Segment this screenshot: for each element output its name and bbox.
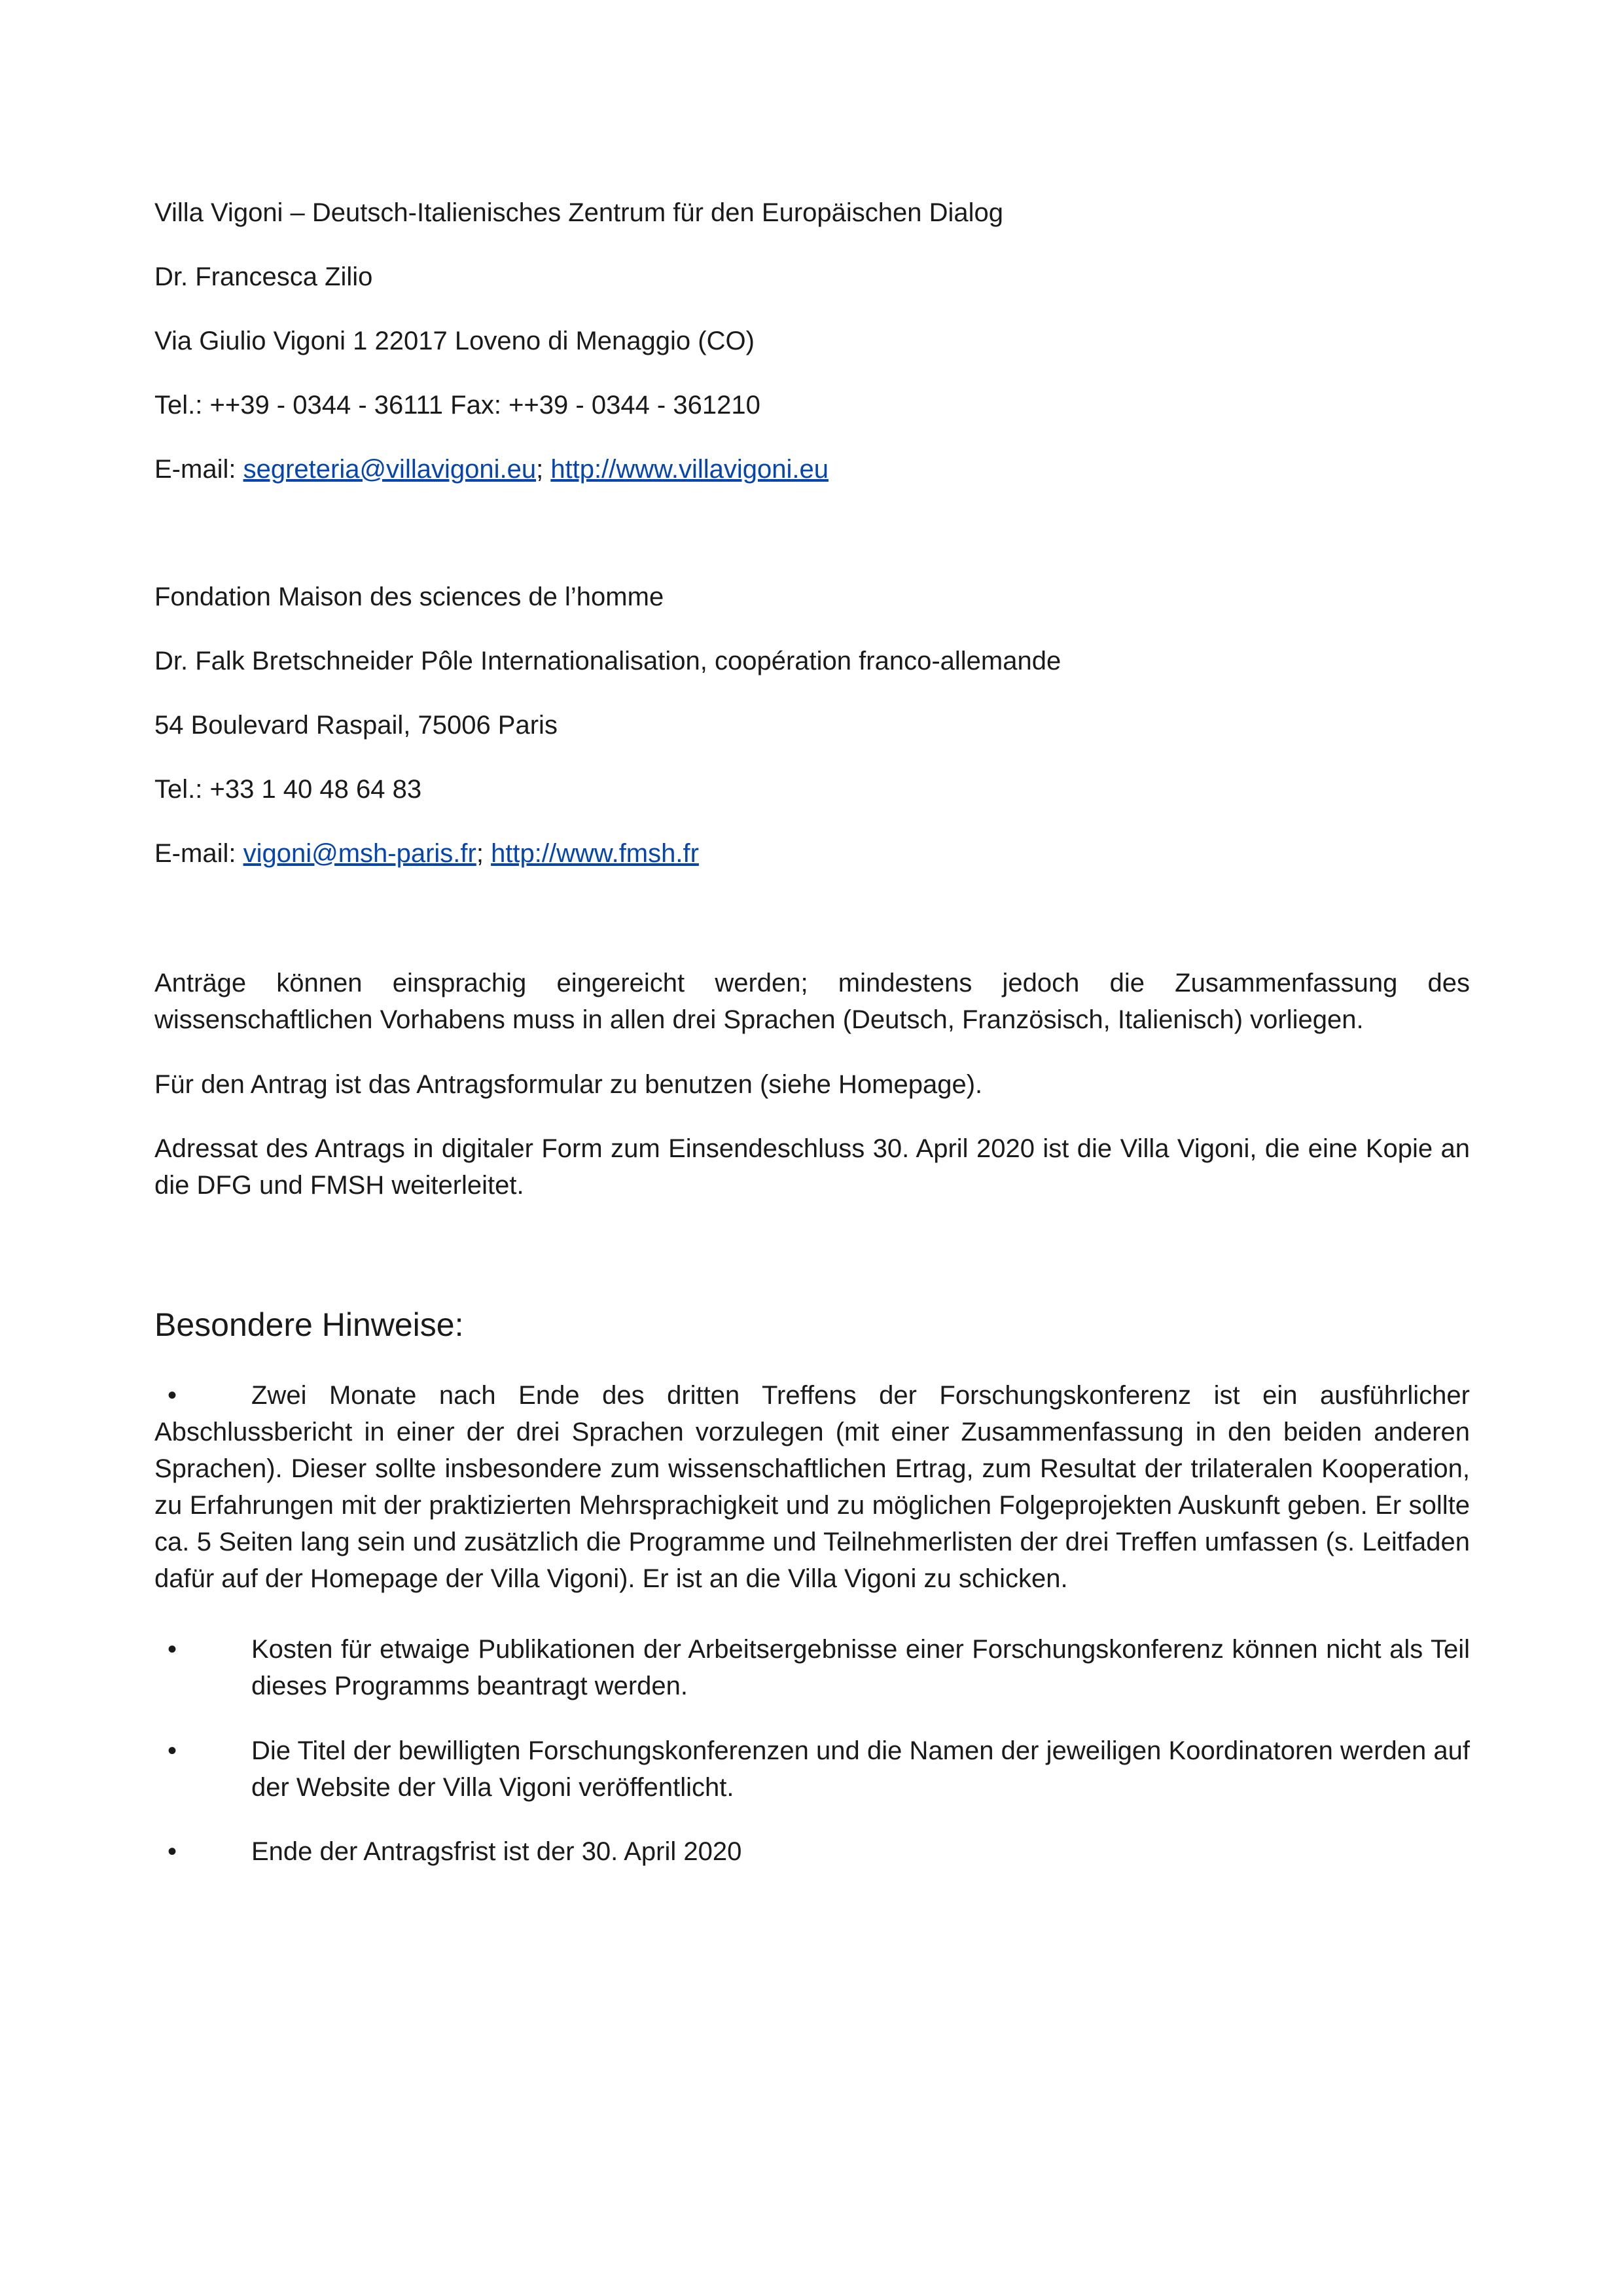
villa-vigoni-contact: Dr. Francesca Zilio: [154, 262, 373, 291]
list-item: [154, 1833, 1470, 1870]
separator: ;: [536, 455, 551, 484]
bullet-icon: •: [168, 1736, 177, 1765]
villa-vigoni-name: Villa Vigoni – Deutsch-Italienisches Zentrum für den Europäischen Dialog: [154, 198, 1004, 227]
fmsh-name: Fondation Maison des sciences de l’homme: [154, 583, 664, 611]
villa-vigoni-phone: Tel.: ++39 - 0344 - 36111 Fax: ++39 - 0344 - 361210: [154, 391, 760, 420]
email-label: E-mail:: [154, 455, 243, 484]
fmsh-website-link[interactable]: http://www.fmsh.fr: [491, 839, 699, 868]
villa-vigoni-email-line: [154, 451, 829, 488]
villa-vigoni-website-link[interactable]: http://www.villavigoni.eu: [550, 455, 829, 484]
email-label: E-mail:: [154, 839, 243, 868]
list-item-text: Zwei Monate nach Ende des dritten Treffens der Forschungskonferenz ist ein ausführlicher Abschlussbericht in einer der drei Sprachen vorzulegen (mit einer Zusammenfassung in den beiden anderen Sprachen). Dieser sollte insbesondere zum wissenschaftlichen Ertrag, zum Resultat der trilateralen Kooperation, zu Erfahrungen mit der praktizierten Mehrsprachigkeit und zu möglichen Folgeprojekten Auskunft geben. Er sollte ca. 5 Seiten lang sein und zusätzlich die Programme und Teilnehmerlisten der drei Treffen umfassen (s. Leitfaden dafür auf der Homepage der Villa Vigoni). Er ist an die Villa Vigoni zu schicken.: [154, 1381, 1470, 1593]
fmsh-address: 54 Boulevard Raspail, 75006 Paris: [154, 711, 558, 740]
section-heading: Besondere Hinweise:: [154, 1306, 464, 1343]
list-item: [154, 1377, 1470, 1597]
separator: ;: [476, 839, 491, 868]
bullet-icon: •: [168, 1381, 177, 1410]
list-item: [154, 1732, 1470, 1806]
villa-vigoni-email-link[interactable]: segreteria@villavigoni.eu: [243, 455, 537, 484]
fmsh-contact: Dr. Falk Bretschneider Pôle Internationalisation, coopération franco-allemande: [154, 647, 1061, 675]
list-item-text: Ende der Antragsfrist ist der 30. April 2020: [251, 1837, 742, 1866]
fmsh-phone: Tel.: +33 1 40 48 64 83: [154, 775, 422, 804]
fmsh-email-link[interactable]: vigoni@msh-paris.fr: [243, 839, 476, 868]
list-item-text: Kosten für etwaige Publikationen der Arbeitsergebnisse einer Forschungskonferenz können nicht als Teil dieses Programms beantragt werden.: [251, 1635, 1470, 1700]
paragraph-form: Für den Antrag ist das Antragsformular zu benutzen (siehe Homepage).: [154, 1070, 983, 1099]
paragraph-recipient: Adressat des Antrags in digitaler Form zum Einsendeschluss 30. April 2020 ist die Villa Vigoni, die eine Kopie an die DFG und FMSH weiterleitet.: [154, 1134, 1470, 1200]
bullet-icon: •: [168, 1837, 177, 1866]
list-item: [154, 1631, 1470, 1704]
fmsh-email-line: [154, 835, 699, 872]
villa-vigoni-address: Via Giulio Vigoni 1 22017 Loveno di Menaggio (CO): [154, 327, 755, 355]
list-item-text: Die Titel der bewilligten Forschungskonferenzen und die Namen der jeweiligen Koordinatoren werden auf der Website der Villa Vigoni veröffentlicht.: [251, 1736, 1470, 1802]
bullet-icon: •: [168, 1635, 177, 1664]
paragraph-languages: Anträge können einsprachig eingereicht werden; mindestens jedoch die Zusammenfassung des wissenschaftlichen Vorhabens muss in allen drei Sprachen (Deutsch, Französisch, Italienisch) vorliegen.: [154, 969, 1470, 1034]
